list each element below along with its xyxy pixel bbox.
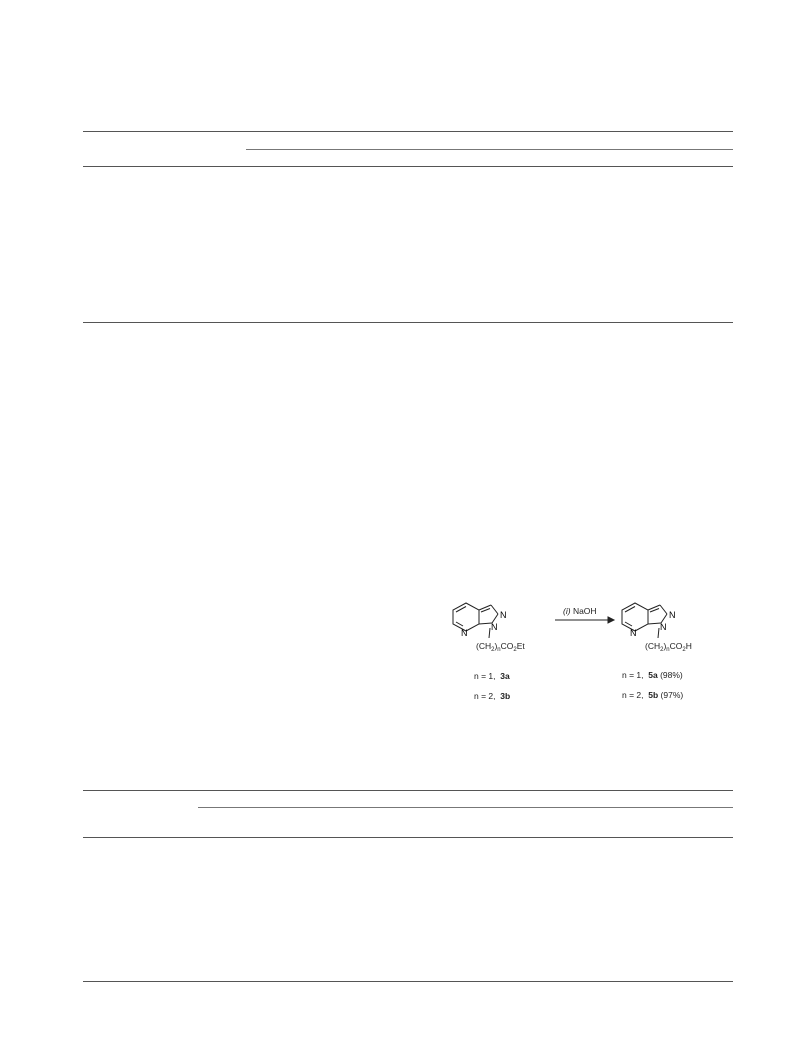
table-2-header-rule <box>83 837 733 838</box>
reactant-n2-label: N <box>500 610 507 620</box>
product-entry-1: n = 1, 5a (98%) <box>622 670 683 680</box>
reactant-n1-label: N <box>491 622 498 632</box>
table-1-bottom-rule <box>83 322 733 323</box>
reactant-substituent: $(CH_2)_nCO_2Et$ <box>476 641 525 653</box>
product-n7-label: N <box>630 628 637 638</box>
table-1-header-rule <box>83 166 733 167</box>
reagent-label: (i) NaOH <box>563 606 597 616</box>
reaction-scheme <box>440 590 740 710</box>
table-1-top-rule <box>83 131 733 132</box>
product-n1-label: N <box>660 622 667 632</box>
table-2-top-rule <box>83 790 733 791</box>
reaction-arrow <box>555 617 614 623</box>
table-2-column-group-rule <box>198 807 733 808</box>
reactant-entry-1: n = 1, 3a <box>474 671 510 681</box>
table-1-column-group-rule <box>246 149 733 150</box>
product-n2-label: N <box>669 610 676 620</box>
product-substituent: $(CH_2)_nCO_2H$ <box>645 641 692 653</box>
table-2-bottom-rule <box>83 981 733 982</box>
reactant-entry-2: n = 2, 3b <box>474 691 511 701</box>
product-entry-2: n = 2, 5b (97%) <box>622 690 684 700</box>
reactant-n7-label: N <box>461 628 468 638</box>
product-structure <box>622 603 667 638</box>
reactant-structure <box>453 603 498 638</box>
